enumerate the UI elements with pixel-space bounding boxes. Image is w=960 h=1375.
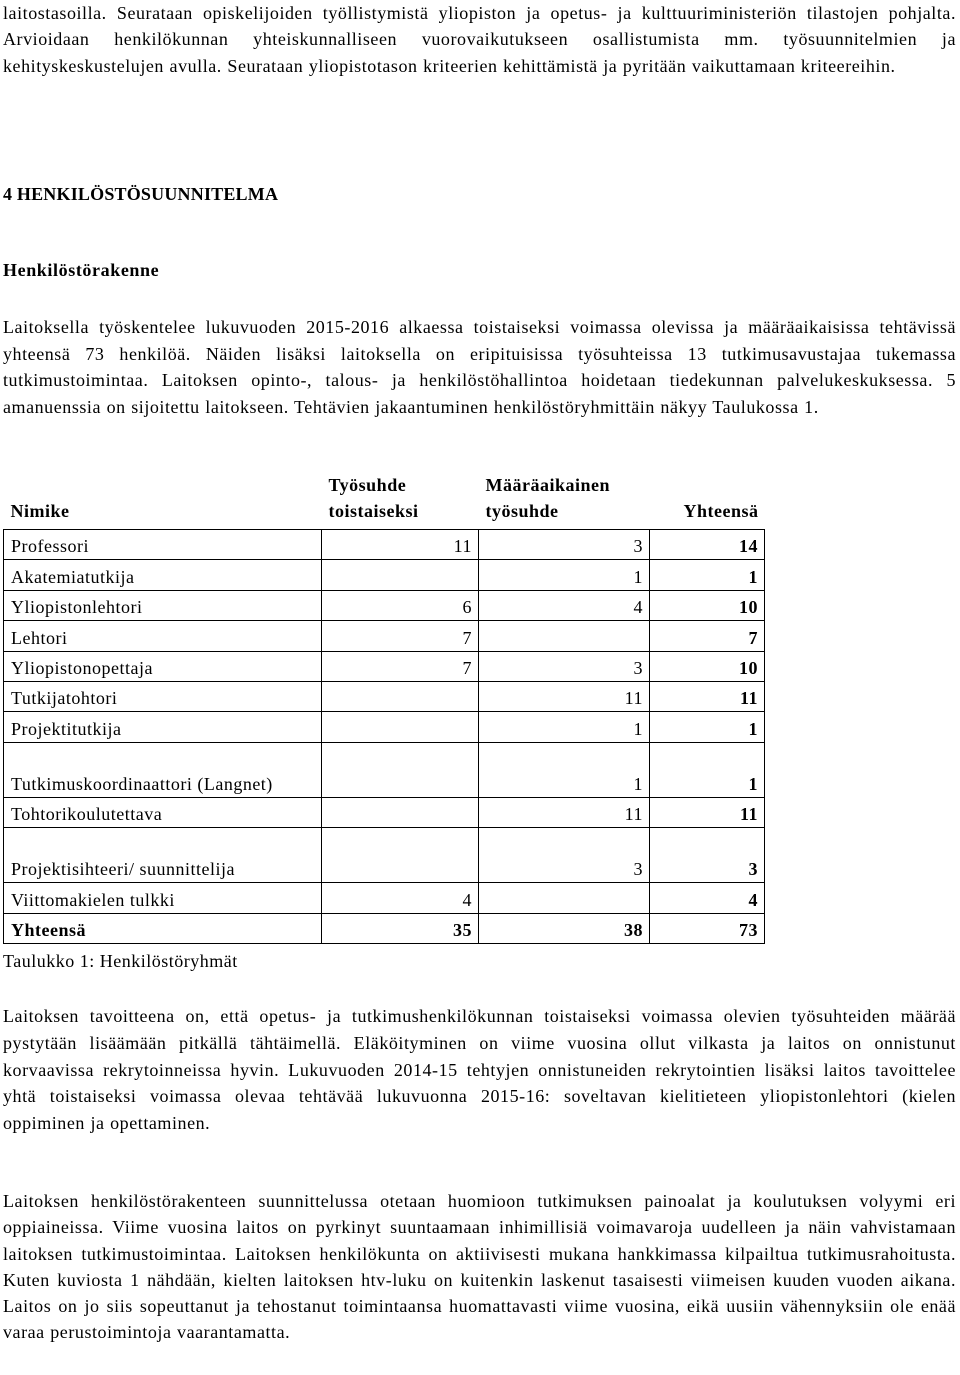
cell-permanent xyxy=(322,712,479,742)
header-fixed-term: Määräaikainen työsuhde xyxy=(485,475,611,521)
cell-total: 1 xyxy=(650,742,765,797)
cell-permanent xyxy=(322,828,479,883)
cell-permanent: 11 xyxy=(322,530,479,560)
cell-total: 11 xyxy=(650,681,765,711)
cell-title: Yhteensä xyxy=(4,913,322,943)
cell-permanent xyxy=(322,742,479,797)
cell-title: Tutkimuskoordinaattori (Langnet) xyxy=(4,742,322,797)
cell-total: 10 xyxy=(650,651,765,681)
top-paragraph: laitostasoilla. Seurataan opiskelijoiden työllistymistä yliopiston ja opetus- ja kulttuuriministeriön tilastojen pohjalta. Arvioidaan henkilökunnan yhteiskunnalliseen vuorovaikutukseen osallistumista mm. työsuunnitelmien ja kehityskeskustelujen avulla. Seurataan yliopistotason kriteerien kehittämistä ja pyritään vaikuttamaan kriteereihin. xyxy=(3,3,956,76)
cell-total: 73 xyxy=(650,913,765,943)
cell-title: Lehtori xyxy=(4,621,322,651)
table-row xyxy=(4,797,765,827)
table-row xyxy=(4,742,765,797)
table-body xyxy=(4,530,765,944)
staff-table xyxy=(3,472,765,944)
cell-total: 7 xyxy=(650,621,765,651)
cell-fixed-term xyxy=(479,621,650,651)
structure-paragraph: Laitoksen henkilöstörakenteen suunnittelussa otetaan huomioon tutkimuksen painoalat ja koulutuksen volyymi eri oppiaineissa. Viime vuosina laitos on pyrkinyt suuntaamaan inhimillisiä voimavaroja uudelleen ja näin vahvistamaan laitoksen tutkimustoimintaa. Laitoksen henkilökunta on aktiivisesti mukana hankkimassa kilpailtua tutkimusrahoitusta. Kuten kuviosta 1 nähdään, kielten laitoksen htv-luku on kuitenkin laskenut tasaisesti viimeisen kuuden vuoden aikana. Laitos on jo siis sopeuttanut ja tehostanut toimintaansa huomattavasti viime vuosina, eikä uusiin vähennyksiin ole enää varaa perustoimintoja vaarantamatta. xyxy=(3,1191,956,1343)
table-row xyxy=(4,651,765,681)
cell-fixed-term: 3 xyxy=(479,530,650,560)
section-heading: 4 HENKILÖSTÖSUUNNITELMA xyxy=(3,184,279,204)
cell-permanent xyxy=(322,681,479,711)
cell-fixed-term: 38 xyxy=(479,913,650,943)
cell-fixed-term: 1 xyxy=(479,712,650,742)
cell-total: 11 xyxy=(650,797,765,827)
table-row xyxy=(4,621,765,651)
table-row xyxy=(4,883,765,913)
cell-permanent xyxy=(322,797,479,827)
cell-total: 1 xyxy=(650,560,765,590)
cell-fixed-term: 11 xyxy=(479,681,650,711)
cell-title: Projektisihteeri/ suunnittelija xyxy=(4,828,322,883)
cell-title: Professori xyxy=(4,530,322,560)
table-row xyxy=(4,681,765,711)
cell-total: 14 xyxy=(650,530,765,560)
header-title: Nimike xyxy=(10,501,70,521)
cell-total: 4 xyxy=(650,883,765,913)
cell-fixed-term: 3 xyxy=(479,828,650,883)
cell-title: Projektitutkija xyxy=(4,712,322,742)
table-row xyxy=(4,712,765,742)
cell-fixed-term: 11 xyxy=(479,797,650,827)
cell-fixed-term: 4 xyxy=(479,590,650,620)
cell-permanent xyxy=(322,560,479,590)
intro-paragraph: Laitoksella työskentelee lukuvuoden 2015-2016 alkaessa toistaiseksi voimassa olevissa ja määräaikaisissa tehtävissä yhteensä 73 henkilöä. Näiden lisäksi laitoksella on eripituisissa työsuhteissa 13 tutkimusavustajaa tukemassa tutkimustoimintaa. Laitoksen opinto-, talous- ja henkilöstöhallintoa hoidetaan tiedekunnan palvelukeskuksessa. 5 amanuenssia on sijoitettu laitokseen. Tehtävien jakaantuminen henkilöstöryhmittäin näkyy Taulukossa 1. xyxy=(3,317,956,417)
cell-title: Akatemiatutkija xyxy=(4,560,322,590)
cell-total: 10 xyxy=(650,590,765,620)
cell-fixed-term: 1 xyxy=(479,560,650,590)
cell-title: Tutkijatohtori xyxy=(4,681,322,711)
cell-permanent: 7 xyxy=(322,651,479,681)
cell-permanent: 35 xyxy=(322,913,479,943)
header-total: Yhteensä xyxy=(683,501,759,521)
goal-paragraph: Laitoksen tavoitteena on, että opetus- ja tutkimushenkilökunnan toistaiseksi voimassa olevien työsuhteiden määrää pystytään lisäämään pitkällä tähtäimellä. Eläköityminen on viime vuosina ollut vilkasta ja laitos on onnistunut korvaavissa rekrytoinneissa hyvin. Lukuvuoden 2014-15 tehtyjen onnistuneiden rekrytointien lisäksi laitos tavoittelee yhtä toistaiseksi voimassa olevaa tehtävää lukuvuonna 2015-16: soveltavan kielitieteen yliopistonlehtori (kielen oppiminen ja opettaminen. xyxy=(3,1006,956,1134)
table-summary-row xyxy=(4,913,765,943)
header-permanent: Työsuhde toistaiseksi xyxy=(328,475,419,521)
cell-title: Yliopistonopettaja xyxy=(4,651,322,681)
table-row xyxy=(4,560,765,590)
cell-total: 1 xyxy=(650,712,765,742)
cell-total: 3 xyxy=(650,828,765,883)
cell-permanent: 4 xyxy=(322,883,479,913)
cell-title: Tohtorikoulutettava xyxy=(4,797,322,827)
cell-permanent: 7 xyxy=(322,621,479,651)
subheading: Henkilöstörakenne xyxy=(3,260,160,280)
table-row xyxy=(4,590,765,620)
table-row xyxy=(4,530,765,560)
cell-title: Viittomakielen tulkki xyxy=(4,883,322,913)
cell-fixed-term: 3 xyxy=(479,651,650,681)
cell-fixed-term: 1 xyxy=(479,742,650,797)
table-caption: Taulukko 1: Henkilöstöryhmät xyxy=(3,951,238,971)
cell-permanent: 6 xyxy=(322,590,479,620)
table-row xyxy=(4,828,765,883)
cell-title: Yliopistonlehtori xyxy=(4,590,322,620)
table-header-row xyxy=(4,472,765,530)
cell-fixed-term xyxy=(479,883,650,913)
